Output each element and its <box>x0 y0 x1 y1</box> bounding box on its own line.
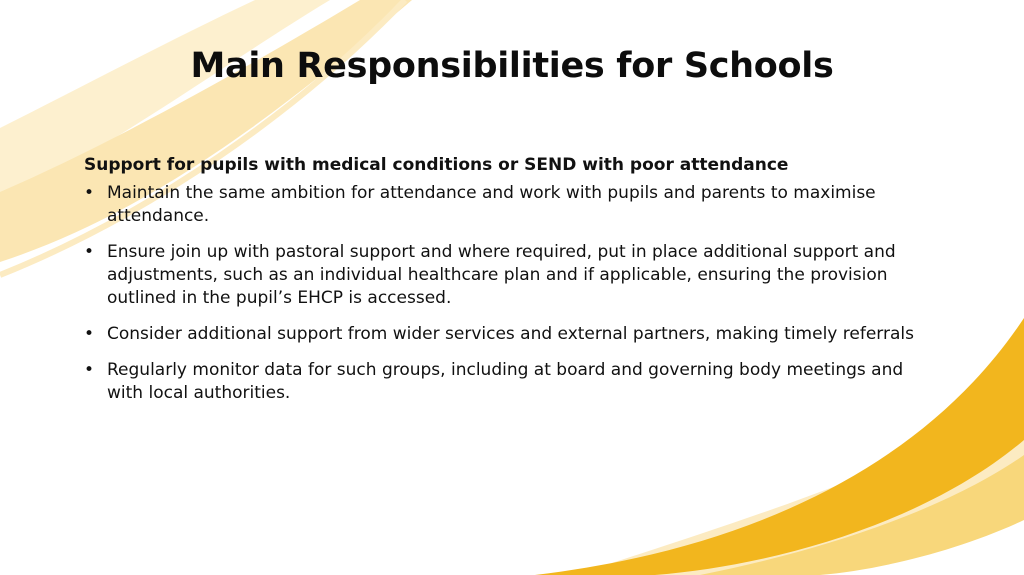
bullet-item <box>84 241 934 310</box>
bullet-dot-icon: • <box>84 324 95 344</box>
bullet-dot-icon: • <box>84 242 95 262</box>
bullet-list <box>84 182 934 405</box>
section-subheading: Support for pupils with medical conditions or SEND with poor attendance <box>84 155 789 175</box>
bullet-dot-icon: • <box>84 360 95 380</box>
bullet-text: Ensure join up with pastoral support and where required, put in place additional support and adjustments, such as an individual healthcare plan and if applicable, ensuring the provision outlined in the pupil’s EHCP is accessed. <box>107 242 896 308</box>
bullet-dot-icon: • <box>84 183 95 203</box>
bullet-text: Regularly monitor data for such groups, including at board and governing body meetings and with local authorities. <box>107 360 904 403</box>
bullet-item <box>84 323 934 346</box>
bullet-item <box>84 182 934 228</box>
bullet-text: Maintain the same ambition for attendance and work with pupils and parents to maximise attendance. <box>107 183 876 226</box>
slide-title: Main Responsibilities for Schools <box>190 46 834 86</box>
bullet-item <box>84 359 934 405</box>
slide-content <box>84 154 934 418</box>
bullet-text: Consider additional support from wider services and external partners, making timely referrals <box>107 324 914 344</box>
